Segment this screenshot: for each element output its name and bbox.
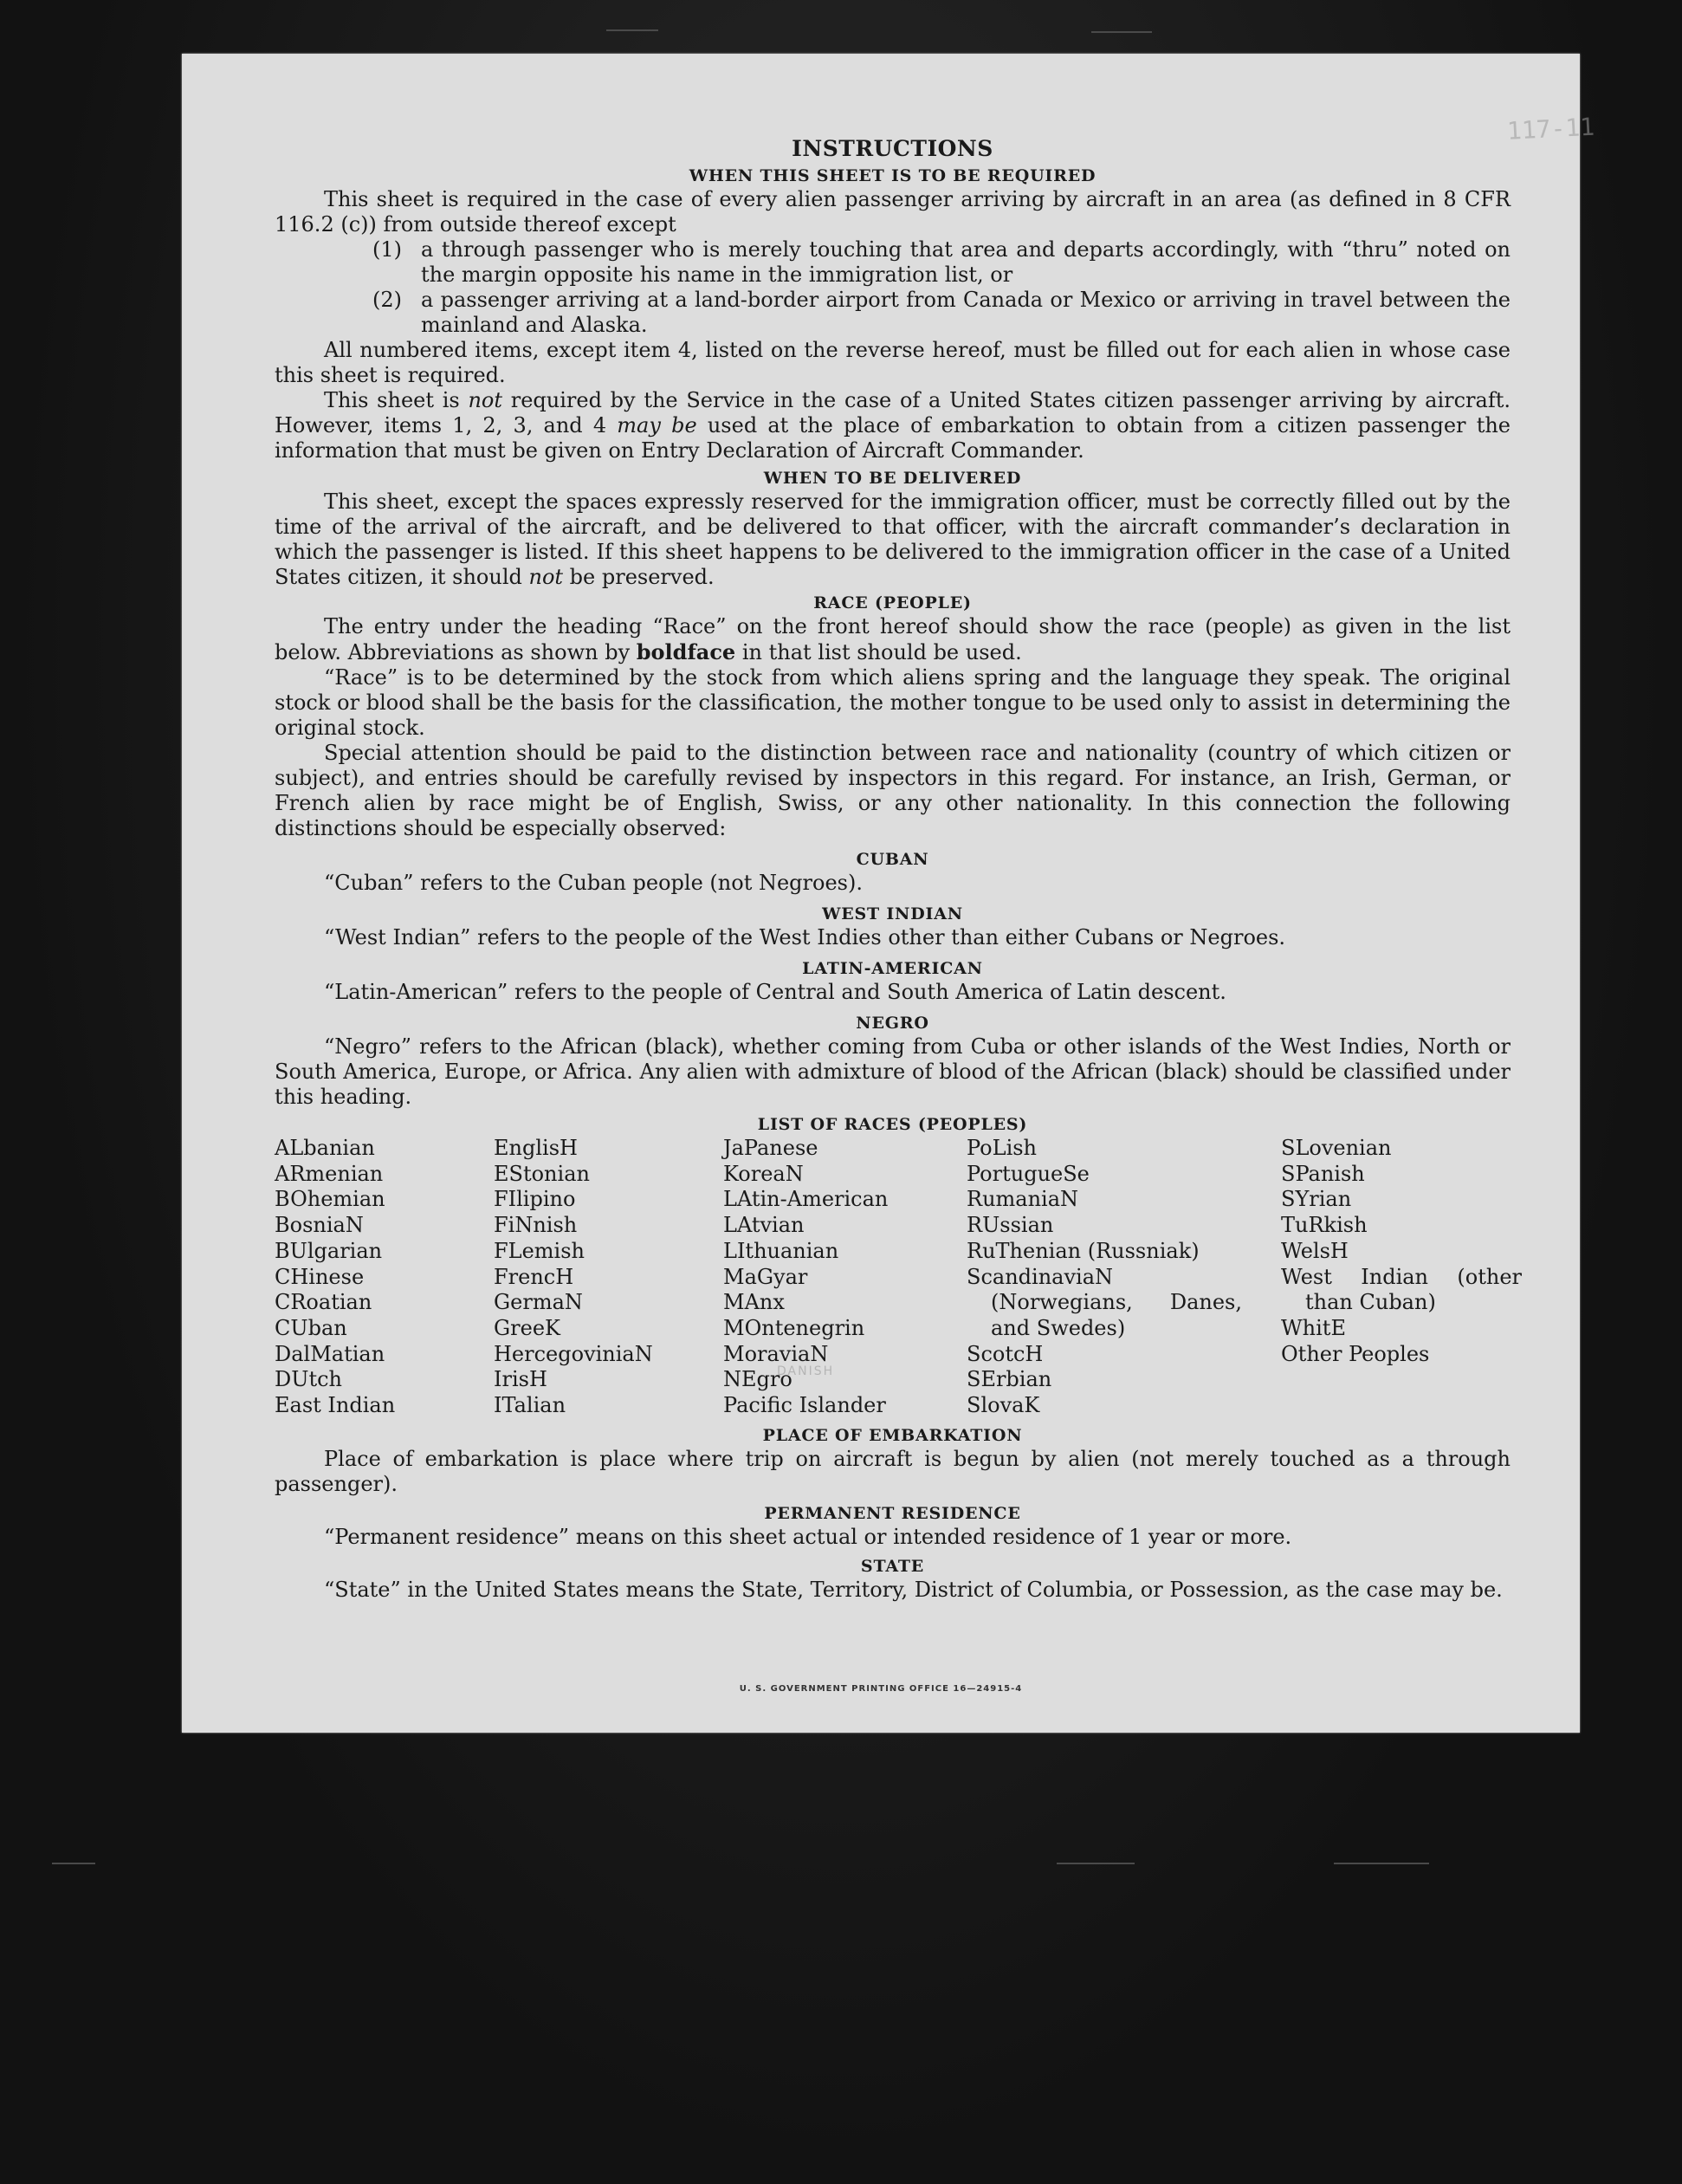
race-entry: WelsH — [1281, 1238, 1349, 1263]
race-entry: FiNnish — [494, 1213, 578, 1238]
race-entry: BUlgarian — [275, 1238, 383, 1263]
paragraph — [275, 489, 1511, 590]
race-entry: SErbian — [967, 1367, 1052, 1392]
scan-mark — [1057, 1863, 1135, 1864]
paragraph: “Negro” refers to the African (black), whether coming from Cuba or other islands of the West Indies, North or South America, Europe, or Africa. Any alien with admixture of blood of the African (black) should be classified under this heading. — [275, 1034, 1511, 1109]
race-entry: JaPanese — [723, 1136, 818, 1160]
section-heading-latin-american: LATIN-AMERICAN — [802, 959, 983, 978]
race-entry: ScotcH — [967, 1341, 1044, 1366]
race-entry: DalMatian — [275, 1341, 385, 1366]
race-entry: CRoatian — [275, 1290, 372, 1315]
race-entry: FrencH — [494, 1264, 574, 1289]
paragraph: “Permanent residence” means on this sheet actual or intended residence of 1 year or more. — [324, 1524, 1292, 1549]
race-entry: IrisH — [494, 1367, 547, 1392]
race-entry: BOhemian — [275, 1187, 385, 1212]
race-entry: SlovaK — [967, 1393, 1040, 1418]
printer-footer: U. S. GOVERNMENT PRINTING OFFICE 16—24915-4 — [739, 1684, 1023, 1694]
race-entry: LAtin-American — [723, 1187, 889, 1212]
paragraph: This sheet is required in the case of every alien passenger arriving by aircraft in an area (as defined in 8 CFR 116.2 (c)) from outside thereof except — [275, 187, 1511, 237]
section-heading-cuban: CUBAN — [856, 850, 929, 869]
race-entry: PortugueSe — [967, 1161, 1090, 1186]
races-column — [967, 1136, 1281, 1419]
text-run: This sheet is — [324, 388, 469, 412]
race-entry: MoraviaN — [723, 1341, 829, 1366]
race-entry: TuRkish — [1281, 1213, 1368, 1238]
race-entry: LIthuanian — [723, 1238, 839, 1263]
section-heading-required: WHEN THIS SHEET IS TO BE REQUIRED — [689, 166, 1097, 185]
list-item — [372, 237, 1511, 288]
race-entry: EStonian — [494, 1161, 590, 1186]
races-column — [275, 1136, 494, 1419]
scan-mark — [606, 29, 658, 31]
race-entry: MAnx — [723, 1290, 785, 1315]
race-entry: KoreaN — [723, 1161, 804, 1186]
text-run: This sheet, except the spaces expressly reserved for the immigration officer, must be correctly filled out by the time of the arrival of the aircraft, and be delivered to that officer, with the aircraft commander’s declaration in which the passenger is listed. If this sheet happens to be delivered to the immigration officer in the case of a United States citizen, it should — [275, 489, 1511, 589]
race-entry: PoLish — [967, 1136, 1038, 1160]
races-column — [1281, 1136, 1522, 1419]
paragraph: Place of embarkation is place where trip on aircraft is begun by alien (not merely touched as a through passenger). — [275, 1446, 1511, 1496]
text-run: Abbreviations as shown by — [341, 640, 637, 664]
race-entry: SPanish — [1281, 1161, 1365, 1186]
section-heading-residence: PERMANENT RESIDENCE — [764, 1503, 1021, 1523]
scan-mark — [1091, 31, 1152, 33]
race-entry: MaGyar — [723, 1264, 808, 1289]
paragraph — [275, 388, 1511, 463]
race-entry: ARmenian — [275, 1161, 384, 1186]
emphasis: not — [528, 565, 564, 589]
race-entry: LAtvian — [723, 1213, 805, 1238]
stamp-mark: 117-11 — [1506, 112, 1595, 146]
scan-mark — [1334, 1863, 1429, 1864]
race-entry: WhitE — [1281, 1315, 1346, 1340]
section-heading-state: STATE — [860, 1556, 925, 1576]
race-entry: SYrian — [1281, 1187, 1352, 1212]
section-heading-west-indian: WEST INDIAN — [822, 904, 963, 924]
faint-bleed-through: DANISH — [777, 1364, 835, 1378]
page-title: INSTRUCTIONS — [792, 136, 993, 161]
race-entry: MOntenegrin — [723, 1315, 865, 1340]
list-item — [372, 288, 1511, 338]
emphasis: not — [468, 388, 503, 412]
paragraph: “Race” is to be determined by the stock from which aliens spring and the language they speak. The original stock or blood shall be the basis for the classification, the mother tongue to be used only to assist in determining the original stock. — [275, 665, 1511, 740]
race-entry: BosniaN — [275, 1213, 364, 1238]
race-entry: RUssian — [967, 1213, 1054, 1238]
paragraph: “State” in the United States means the State, Territory, District of Columbia, or Possession, as the case may be. — [324, 1577, 1503, 1602]
race-entry: EnglisH — [494, 1136, 578, 1160]
race-entry: Other Peoples — [1281, 1341, 1430, 1366]
paragraph — [275, 614, 1511, 665]
section-heading-delivered: WHEN TO BE DELIVERED — [763, 469, 1022, 488]
race-entry: SLovenian — [1281, 1136, 1392, 1160]
race-entry: East Indian — [275, 1393, 396, 1418]
text-run: The entry under the heading “Race” on the front hereof should show the race (people) as given in the list below. — [275, 614, 1511, 664]
race-entry: DUtch — [275, 1367, 343, 1392]
race-entry: RumaniaN — [967, 1187, 1079, 1212]
race-entry: CUban — [275, 1315, 347, 1340]
text-run: be preserved. — [563, 565, 715, 589]
paragraph: Special attention should be paid to the distinction between race and nationality (country of which citizen or subject), and entries should be carefully revised by inspectors in this regard. For instance, an Irish, German, or French alien by race might be of English, Swiss, or any other nationality. In this connection the following distinctions should be especially observed: — [275, 741, 1511, 840]
race-entry: FIlipino — [494, 1187, 576, 1212]
text-run: used at the place of embarkation to obtain from a citizen passenger the information that must be given on Entry Declaration of Aircraft Commander. — [275, 413, 1511, 463]
race-entry: RuThenian (Russniak) — [967, 1238, 1200, 1263]
paragraph: “Cuban” refers to the Cuban people (not Negroes). — [324, 871, 863, 895]
race-entry: ScandinaviaN (Norwegians, Danes, and Swedes) — [967, 1264, 1242, 1340]
item-text: a passenger arriving at a land-border airport from Canada or Mexico or arriving in travel between the mainland and Alaska. — [421, 288, 1511, 337]
race-entry: Pacific Islander — [723, 1393, 886, 1418]
paragraph: “Latin-American” refers to the people of Central and South America of Latin descent. — [324, 980, 1226, 1004]
race-entry: ITalian — [494, 1393, 566, 1418]
section-heading-embarkation: PLACE OF EMBARKATION — [762, 1425, 1023, 1445]
races-column — [723, 1136, 967, 1419]
race-entry: GreeK — [494, 1315, 560, 1340]
paragraph: “West Indian” refers to the people of the West Indies other than either Cubans or Negroes. — [324, 925, 1286, 949]
item-text: a through passenger who is merely touching that area and departs accordingly, with “thru” noted on the margin opposite his name in the immigration list, or — [421, 237, 1511, 287]
races-column — [494, 1136, 723, 1419]
race-entry: CHinese — [275, 1264, 365, 1289]
section-heading-negro: NEGRO — [856, 1014, 929, 1033]
race-entry: GermaN — [494, 1290, 583, 1315]
text-run: required by the Service in the case of a United States citizen passenger arriving by aircraft. However, items 1, 2, 3, and 4 — [275, 388, 1511, 437]
section-heading-races-list: LIST OF RACES (PEOPLES) — [757, 1115, 1028, 1134]
text-run: in that list should be used. — [735, 640, 1022, 664]
item-number: (1) — [372, 237, 402, 262]
emphasis: may be — [617, 413, 697, 437]
race-entry: HercegoviniaN — [494, 1341, 653, 1366]
section-heading-race: RACE (PEOPLE) — [813, 593, 972, 612]
paragraph: All numbered items, except item 4, listed on the reverse hereof, must be filled out for each alien in whose case this sheet is required. — [275, 338, 1511, 387]
race-entry: FLemish — [494, 1238, 585, 1263]
item-number: (2) — [372, 288, 402, 312]
race-entry: West Indian (other than Cuban) — [1281, 1264, 1522, 1315]
scan-mark — [52, 1863, 95, 1864]
race-entry: NEgro — [723, 1367, 792, 1392]
document-page — [182, 54, 1595, 1733]
race-entry: ALbanian — [275, 1136, 375, 1160]
races-table — [275, 1136, 1522, 1419]
bold-text: boldface — [636, 639, 736, 664]
